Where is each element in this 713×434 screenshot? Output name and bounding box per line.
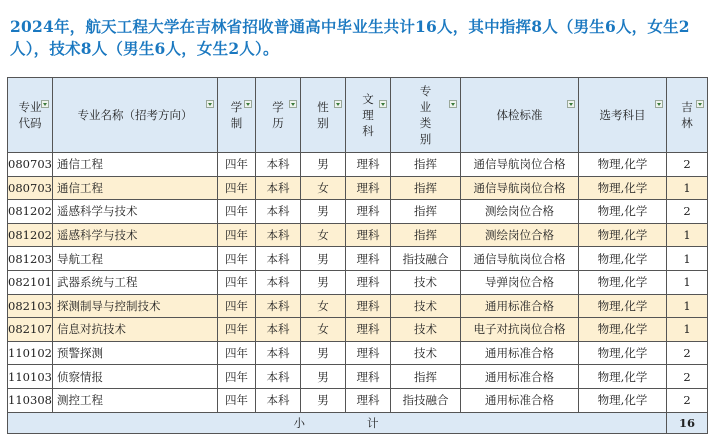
cell-degree: 本科: [256, 365, 301, 389]
cell-duration: 四年: [218, 365, 256, 389]
cell-duration: 四年: [218, 247, 256, 271]
header-code[interactable]: [8, 78, 53, 153]
header-track[interactable]: [346, 78, 391, 153]
cell-duration: 四年: [218, 223, 256, 247]
cell-code: 082107: [8, 318, 53, 342]
header-name[interactable]: [53, 78, 218, 153]
cell-track: 理科: [346, 388, 391, 412]
cell-degree: 本科: [256, 270, 301, 294]
cell-duration: 四年: [218, 270, 256, 294]
cell-subjects: 物理,化学: [579, 365, 667, 389]
header-subjects-label: 选考科目: [599, 108, 646, 122]
cell-gender: 女: [301, 223, 346, 247]
cell-category: 指技融合: [391, 388, 461, 412]
header-name-label: 专业名称（招考方向）: [77, 108, 193, 122]
cell-count: 1: [667, 176, 708, 200]
table-row: [8, 200, 708, 224]
cell-track: 理科: [346, 341, 391, 365]
cell-code: 081203: [8, 247, 53, 271]
cell-gender: 女: [301, 294, 346, 318]
table-row: [8, 365, 708, 389]
cell-duration: 四年: [218, 388, 256, 412]
cell-count: 1: [667, 223, 708, 247]
cell-name: 测控工程: [53, 388, 218, 412]
header-duration[interactable]: [218, 78, 256, 153]
cell-name: 遥感科学与技术: [53, 200, 218, 224]
dropdown-filter-icon[interactable]: [696, 100, 704, 108]
total-row: [8, 412, 708, 433]
cell-duration: 四年: [218, 318, 256, 342]
cell-track: 理科: [346, 294, 391, 318]
cell-count: 1: [667, 318, 708, 342]
header-degree-label: 学历: [272, 100, 284, 130]
cell-count: 2: [667, 200, 708, 224]
cell-count: 2: [667, 153, 708, 177]
cell-track: 理科: [346, 223, 391, 247]
cell-category: 技术: [391, 318, 461, 342]
cell-category: 指挥: [391, 176, 461, 200]
header-count[interactable]: [667, 78, 708, 153]
cell-track: 理科: [346, 200, 391, 224]
table-row: [8, 223, 708, 247]
cell-subjects: 物理,化学: [579, 223, 667, 247]
cell-physical: 导弹岗位合格: [461, 270, 579, 294]
table-row: [8, 153, 708, 177]
cell-degree: 本科: [256, 294, 301, 318]
header-gender[interactable]: [301, 78, 346, 153]
cell-category: 指技融合: [391, 247, 461, 271]
dropdown-filter-icon[interactable]: [449, 100, 457, 108]
cell-gender: 女: [301, 318, 346, 342]
header-gender-label: 性别: [317, 100, 329, 130]
cell-name: 遥感科学与技术: [53, 223, 218, 247]
cell-gender: 男: [301, 365, 346, 389]
cell-category: 指挥: [391, 153, 461, 177]
cell-code: 080703: [8, 176, 53, 200]
cell-subjects: 物理,化学: [579, 318, 667, 342]
header-track-label: 文理科: [362, 92, 374, 138]
total-label-b: 计: [367, 415, 381, 430]
cell-track: 理科: [346, 318, 391, 342]
cell-gender: 男: [301, 153, 346, 177]
header-duration-label: 学制: [230, 100, 243, 130]
cell-physical: 测绘岗位合格: [461, 223, 579, 247]
header-count-label: 吉林: [681, 100, 693, 130]
cell-code: 080703: [8, 153, 53, 177]
cell-physical: 电子对抗岗位合格: [461, 318, 579, 342]
cell-count: 1: [667, 270, 708, 294]
dropdown-filter-icon[interactable]: [244, 100, 252, 108]
cell-subjects: 物理,化学: [579, 270, 667, 294]
cell-duration: 四年: [218, 294, 256, 318]
table-row: [8, 294, 708, 318]
cell-gender: 男: [301, 341, 346, 365]
cell-subjects: 物理,化学: [579, 294, 667, 318]
cell-gender: 男: [301, 388, 346, 412]
cell-physical: 测绘岗位合格: [461, 200, 579, 224]
cell-count: 1: [667, 247, 708, 271]
cell-degree: 本科: [256, 223, 301, 247]
table-row: [8, 341, 708, 365]
cell-degree: 本科: [256, 341, 301, 365]
cell-count: 2: [667, 341, 708, 365]
cell-physical: 通用标准合格: [461, 365, 579, 389]
cell-name: 武器系统与工程: [53, 270, 218, 294]
cell-code: 082103: [8, 294, 53, 318]
cell-track: 理科: [346, 270, 391, 294]
cell-degree: 本科: [256, 200, 301, 224]
cell-gender: 男: [301, 247, 346, 271]
cell-category: 技术: [391, 341, 461, 365]
cell-track: 理科: [346, 176, 391, 200]
cell-degree: 本科: [256, 247, 301, 271]
dropdown-filter-icon[interactable]: [289, 100, 297, 108]
cell-category: 指挥: [391, 365, 461, 389]
header-physical[interactable]: [461, 78, 579, 153]
cell-name: 侦察情报: [53, 365, 218, 389]
header-subjects[interactable]: [579, 78, 667, 153]
table-row: [8, 270, 708, 294]
cell-count: 1: [667, 294, 708, 318]
cell-name: 探测制导与控制技术: [53, 294, 218, 318]
cell-physical: 通信导航岗位合格: [461, 247, 579, 271]
cell-name: 信息对抗技术: [53, 318, 218, 342]
cell-duration: 四年: [218, 341, 256, 365]
cell-subjects: 物理,化学: [579, 388, 667, 412]
admission-table: [7, 77, 708, 434]
cell-name: 通信工程: [53, 176, 218, 200]
table-row: [8, 176, 708, 200]
cell-code: 110308: [8, 388, 53, 412]
table-row: [8, 388, 708, 412]
cell-subjects: 物理,化学: [579, 341, 667, 365]
cell-physical: 通信导航岗位合格: [461, 153, 579, 177]
cell-subjects: 物理,化学: [579, 153, 667, 177]
total-label: [8, 412, 667, 433]
cell-track: 理科: [346, 153, 391, 177]
cell-degree: 本科: [256, 176, 301, 200]
header-row: [8, 78, 708, 153]
cell-degree: 本科: [256, 153, 301, 177]
header-code-label: 专业代码: [18, 100, 42, 130]
cell-code: 110103: [8, 365, 53, 389]
cell-gender: 男: [301, 270, 346, 294]
cell-track: 理科: [346, 247, 391, 271]
header-degree[interactable]: [256, 78, 301, 153]
cell-category: 指挥: [391, 200, 461, 224]
dropdown-filter-icon[interactable]: [655, 100, 663, 108]
cell-duration: 四年: [218, 200, 256, 224]
header-category-label: 专业类别: [419, 84, 432, 146]
cell-physical: 通用标准合格: [461, 388, 579, 412]
cell-track: 理科: [346, 365, 391, 389]
cell-name: 导航工程: [53, 247, 218, 271]
total-value: 16: [667, 412, 708, 433]
cell-category: 指挥: [391, 223, 461, 247]
cell-duration: 四年: [218, 176, 256, 200]
cell-subjects: 物理,化学: [579, 200, 667, 224]
dropdown-filter-icon[interactable]: [41, 100, 49, 108]
cell-subjects: 物理,化学: [579, 247, 667, 271]
table-row: [8, 318, 708, 342]
cell-gender: 女: [301, 176, 346, 200]
cell-physical: 通信导航岗位合格: [461, 176, 579, 200]
cell-gender: 男: [301, 200, 346, 224]
cell-count: 2: [667, 365, 708, 389]
dropdown-filter-icon[interactable]: [379, 100, 387, 108]
cell-duration: 四年: [218, 153, 256, 177]
cell-physical: 通用标准合格: [461, 294, 579, 318]
header-category[interactable]: [391, 78, 461, 153]
cell-code: 081202: [8, 200, 53, 224]
cell-name: 预警探测: [53, 341, 218, 365]
dropdown-filter-icon[interactable]: [567, 100, 575, 108]
dropdown-filter-icon[interactable]: [206, 100, 214, 108]
cell-count: 2: [667, 388, 708, 412]
cell-code: 110102: [8, 341, 53, 365]
cell-degree: 本科: [256, 388, 301, 412]
cell-subjects: 物理,化学: [579, 176, 667, 200]
cell-code: 081202: [8, 223, 53, 247]
total-label-a: 小: [293, 415, 307, 430]
cell-physical: 通用标准合格: [461, 341, 579, 365]
dropdown-filter-icon[interactable]: [334, 100, 342, 108]
cell-code: 082101: [8, 270, 53, 294]
header-physical-label: 体检标准: [496, 108, 543, 122]
cell-category: 技术: [391, 270, 461, 294]
table-row: [8, 247, 708, 271]
cell-category: 技术: [391, 294, 461, 318]
cell-name: 通信工程: [53, 153, 218, 177]
cell-degree: 本科: [256, 318, 301, 342]
headline: 2024年，航天工程大学在吉林省招收普通高中毕业生共计16人，其中指挥8人（男生6人，女生2人），技术8人（男生6人，女生2人）。: [10, 17, 690, 58]
